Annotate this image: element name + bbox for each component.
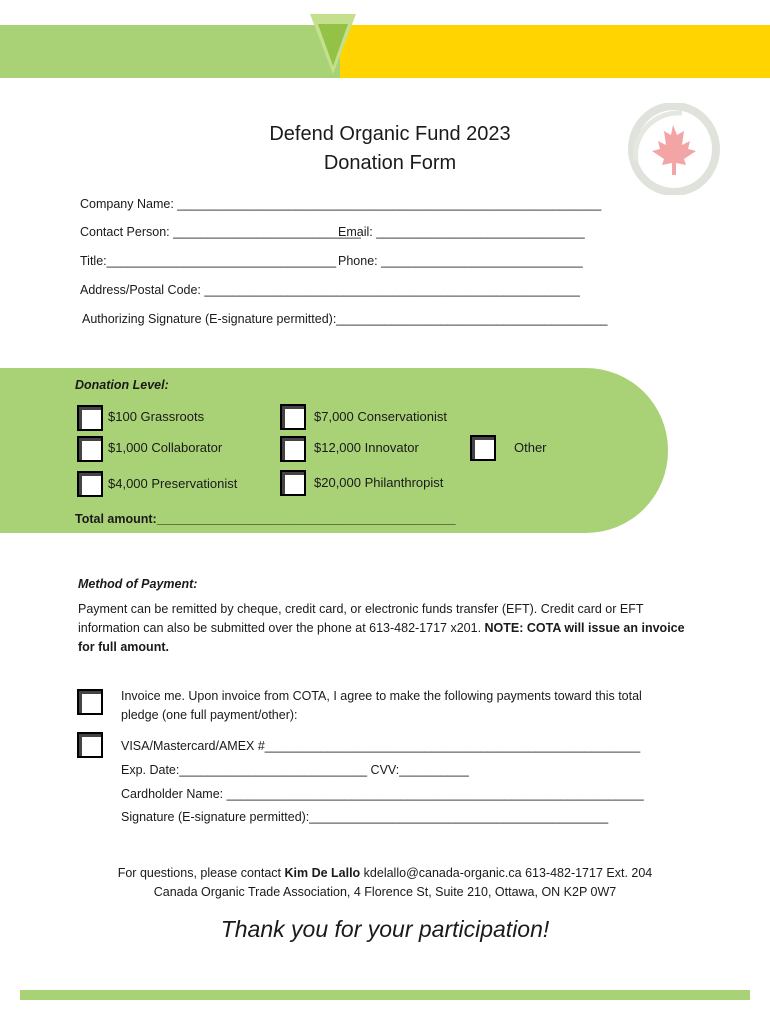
header-banner-yellow	[340, 25, 770, 78]
option-label-1000: $1,000 Collaborator	[108, 440, 223, 455]
option-label-other: Other	[514, 440, 547, 455]
phone-field[interactable]: Phone: _____________________________	[338, 254, 583, 268]
donation-level-heading: Donation Level:	[75, 378, 169, 392]
title-field[interactable]: Title:_________________________________	[80, 254, 337, 268]
contact-person-field[interactable]: Contact Person: ___________________________	[80, 225, 361, 239]
page-title: Defend Organic Fund 2023	[269, 123, 511, 145]
checkbox-4000-preservationist[interactable]	[77, 471, 103, 497]
option-label-4000: $4,000 Preservationist	[108, 476, 238, 491]
organization-address: Canada Organic Trade Association, 4 Florence St, Suite 210, Ottawa, ON K2P 0W7	[153, 885, 617, 899]
invoice-me-text: Invoice me. Upon invoice from COTA, I agree to make the following payments toward this total pledge (one full payment/other):	[121, 689, 642, 722]
checkbox-100-grassroots[interactable]	[77, 405, 103, 431]
authorizing-signature-field[interactable]: Authorizing Signature (E-signature permitted):_______________________________________	[82, 312, 608, 326]
exp-cvv-field[interactable]: Exp. Date:___________________________ CVV:__________	[121, 763, 469, 777]
checkbox-20000-philanthropist[interactable]	[280, 470, 306, 496]
cardholder-name-field[interactable]: Cardholder Name: ____________________________________________________________	[121, 787, 644, 801]
card-number-field[interactable]: VISA/Mastercard/AMEX #______________________________________________________	[121, 739, 641, 753]
checkbox-12000-innovator[interactable]	[280, 436, 306, 462]
option-label-7000: $7,000 Conservationist	[314, 409, 447, 424]
email-field[interactable]: Email: ______________________________	[338, 225, 585, 239]
thank-you-message: Thank you for your participation!	[220, 916, 550, 942]
option-label-20000: $20,000 Philanthropist	[314, 475, 444, 490]
company-name-field[interactable]: Company Name: _____________________________________________________________	[80, 197, 602, 211]
option-label-100: $100 Grassroots	[108, 409, 205, 424]
total-amount-field[interactable]: Total amount:___________________________________________	[75, 512, 456, 526]
header-chevron	[300, 10, 370, 82]
payment-description: Payment can be remitted by cheque, credit card, or electronic funds transfer (EFT). Credit card or EFT information can also be submitted over the phone at 613-482-1717 x201. NOTE: COTA will issue an invoice for full amount.	[78, 602, 685, 654]
checkbox-other[interactable]	[470, 435, 496, 461]
footer-bar	[20, 990, 750, 1000]
checkbox-7000-conservationist[interactable]	[280, 404, 306, 430]
maple-leaf-logo-icon	[626, 103, 720, 195]
option-label-12000: $12,000 Innovator	[314, 440, 419, 455]
card-signature-field[interactable]: Signature (E-signature permitted):___________________________________________	[121, 810, 609, 824]
address-field[interactable]: Address/Postal Code: ______________________________________________________	[80, 283, 580, 297]
payment-method-heading: Method of Payment:	[78, 577, 198, 591]
checkbox-1000-collaborator[interactable]	[77, 436, 103, 462]
checkbox-invoice-me[interactable]	[77, 689, 103, 715]
contact-line: For questions, please contact Kim De Lallo kdelallo@canada-organic.ca 613-482-1717 Ext. 204	[117, 866, 653, 880]
checkbox-credit-card[interactable]	[77, 732, 103, 758]
page-subtitle: Donation Form	[323, 152, 457, 174]
